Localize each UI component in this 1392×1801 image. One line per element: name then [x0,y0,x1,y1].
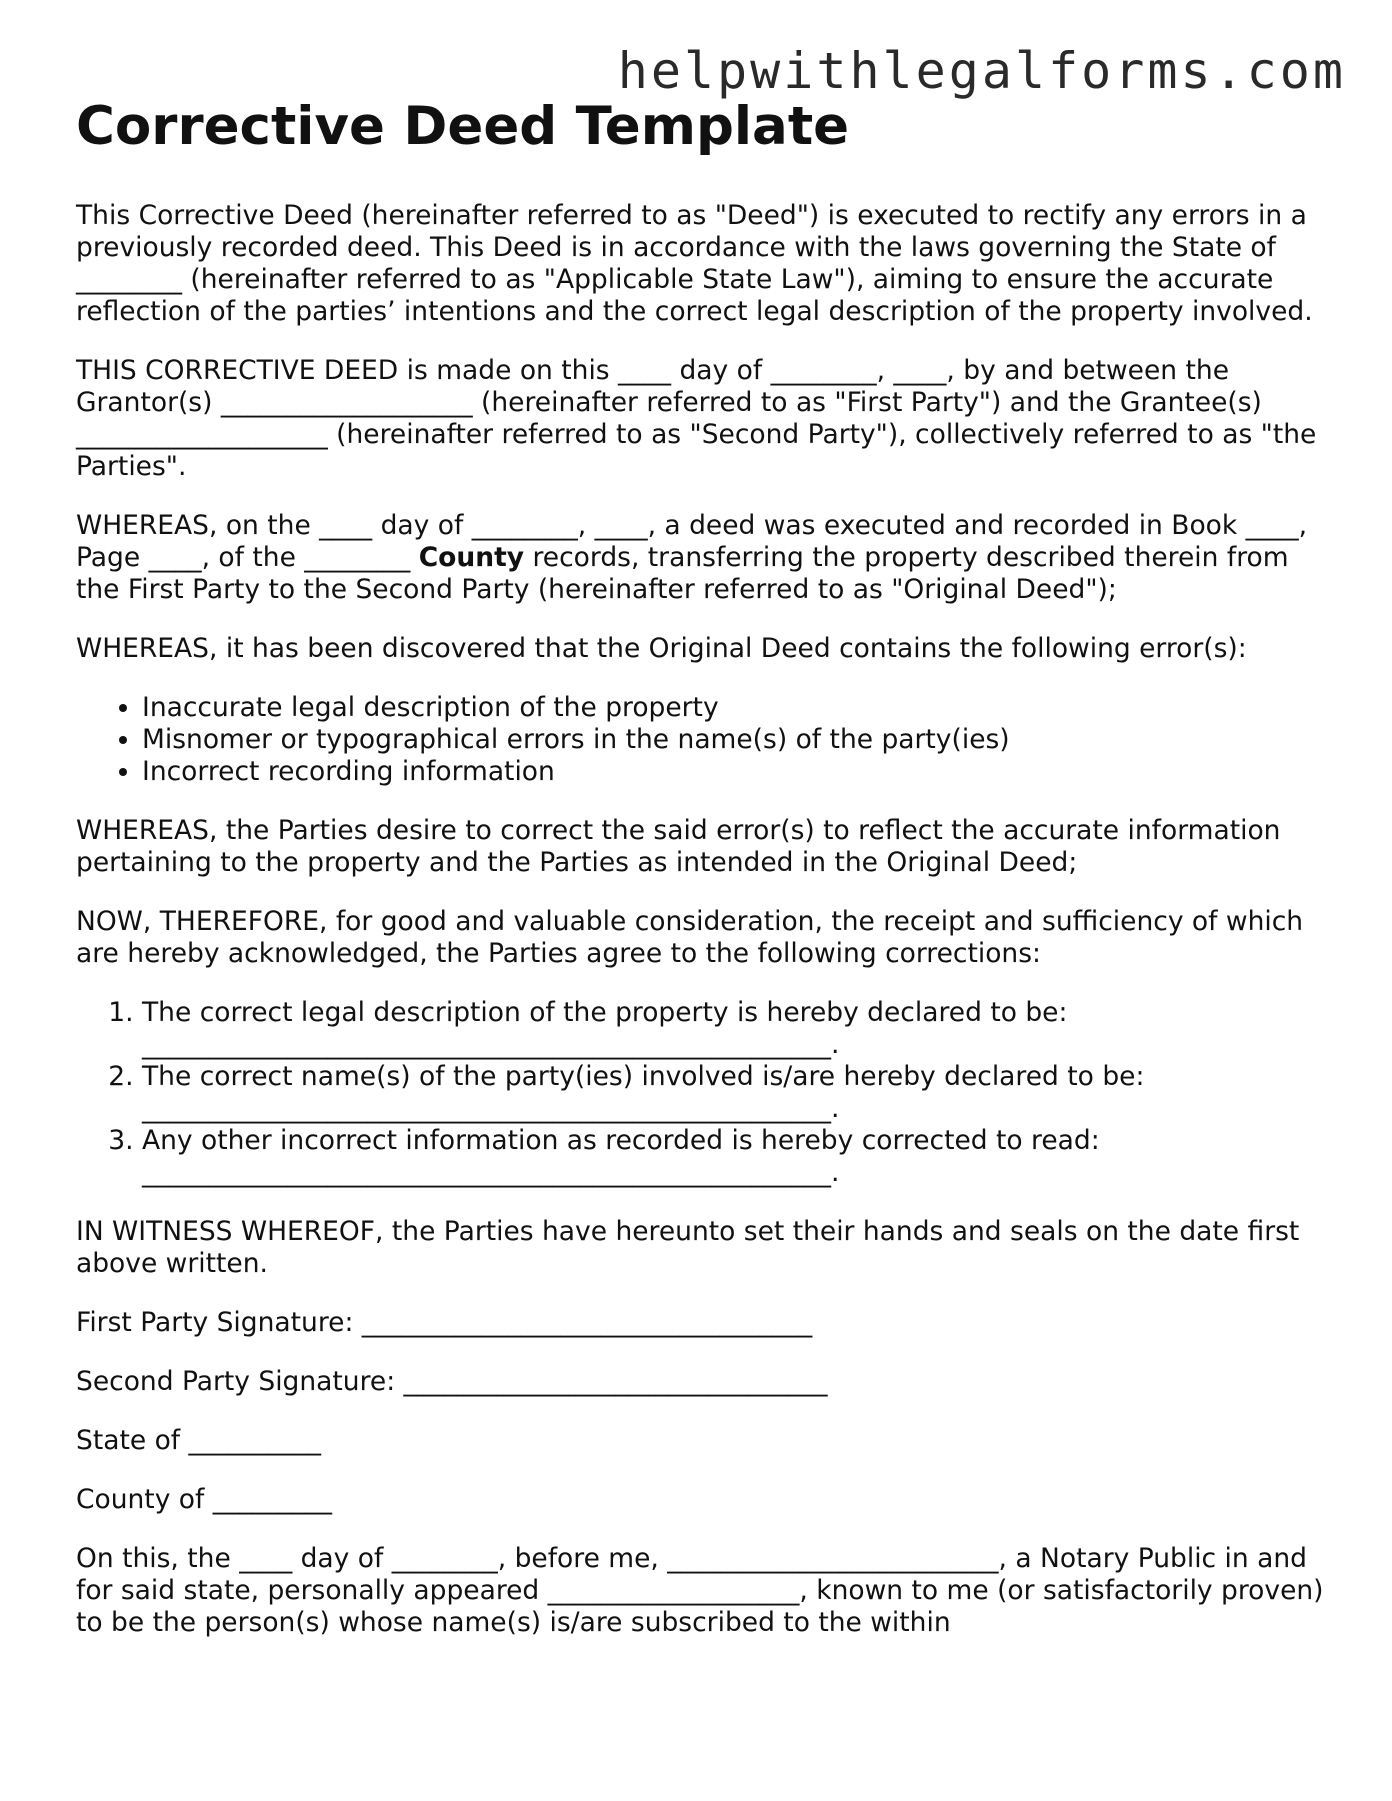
document-page [76,94,1332,1666]
second-party-signature-line[interactable]: Second Party Signature: ________________________________ [76,1366,828,1397]
witness-paragraph: IN WITNESS WHEREOF, the Parties have hereunto set their hands and seals on the date first above written. [76,1216,1308,1279]
whereas-correct-paragraph: WHEREAS, the Parties desire to correct the said error(s) to reflect the accurate information pertaining to the property and the Parties as intended in the Original Deed; [76,815,1289,878]
watermark: helpwithlegalforms.com [617,42,1346,100]
intro-paragraph: This Corrective Deed (hereinafter referred to as "Deed") is executed to rectify any errors in a previously recorded deed. This Deed is in accordance with the laws governing the State of ________ (hereinafter referred to as "Applicable State Law"), aiming to ensure the accurate reflection of the parties’ intentions and the correct legal description of the property involved. [76,200,1316,327]
page-title: Corrective Deed Template [76,96,850,157]
list-item [142,1125,1326,1189]
correction-blank[interactable]: ____________________________________________________. [142,1157,840,1188]
notary-paragraph: On this, the ____ day of ________, before me, _________________________, a Notary Public in and for said state, personally appeared ___________________, known to me (or satisfactorily proven) to be the person(s) whose name(s) is/are subscribed to the within [76,1543,1332,1638]
whereas-errors-paragraph: WHEREAS, it has been discovered that the Original Deed contains the following error(s): [76,633,1247,664]
state-of-line[interactable]: State of __________ [76,1425,322,1456]
whereas-original-deed-paragraph [76,510,1326,606]
first-party-signature-line[interactable]: First Party Signature: __________________________________ [76,1307,813,1338]
list-item [142,997,1326,1061]
list-item: • Inaccurate legal description of the property [142,692,1326,724]
correction-text: Any other incorrect information as recorded is hereby corrected to read: [142,1125,1100,1156]
corrections-list [76,997,1326,1189]
correction-blank[interactable]: ____________________________________________________. [142,1029,840,1060]
correction-text: The correct name(s) of the party(ies) involved is/are hereby declared to be: [142,1061,1145,1092]
whereas-original-deed-text-1: WHEREAS, on the ____ day of ________, ____, a deed was executed and recorded in Book ____, Page ____, of the ________ [76,510,1316,573]
correction-blank[interactable]: ____________________________________________________. [142,1093,840,1124]
list-item [142,1061,1326,1125]
county-of-line[interactable]: County of _________ [76,1484,333,1515]
now-therefore-paragraph: NOW, THEREFORE, for good and valuable consideration, the receipt and sufficiency of which are hereby acknowledged, the Parties agree to the following corrections: [76,906,1312,969]
correction-text: The correct legal description of the property is hereby declared to be: [142,997,1068,1028]
whereas-county-bold: County [418,542,525,573]
list-item: • Incorrect recording information [142,756,1326,788]
parties-paragraph: THIS CORRECTIVE DEED is made on this ____ day of ________, ____, by and between the Grantor(s) ___________________ (hereinafter referred to as "First Party") and the Grantee(s) ___________________ (hereinafter referred to as "Second Party"), collectively referred to as "the Parties". [76,355,1325,482]
list-item: • Misnomer or typographical errors in the name(s) of the party(ies) [142,724,1326,756]
errors-list [76,692,1326,788]
whereas-original-deed-text-2: records, transferring the property described therein from the First Party to the Second Party (hereinafter referred to as "Original Deed"); [76,542,1297,605]
